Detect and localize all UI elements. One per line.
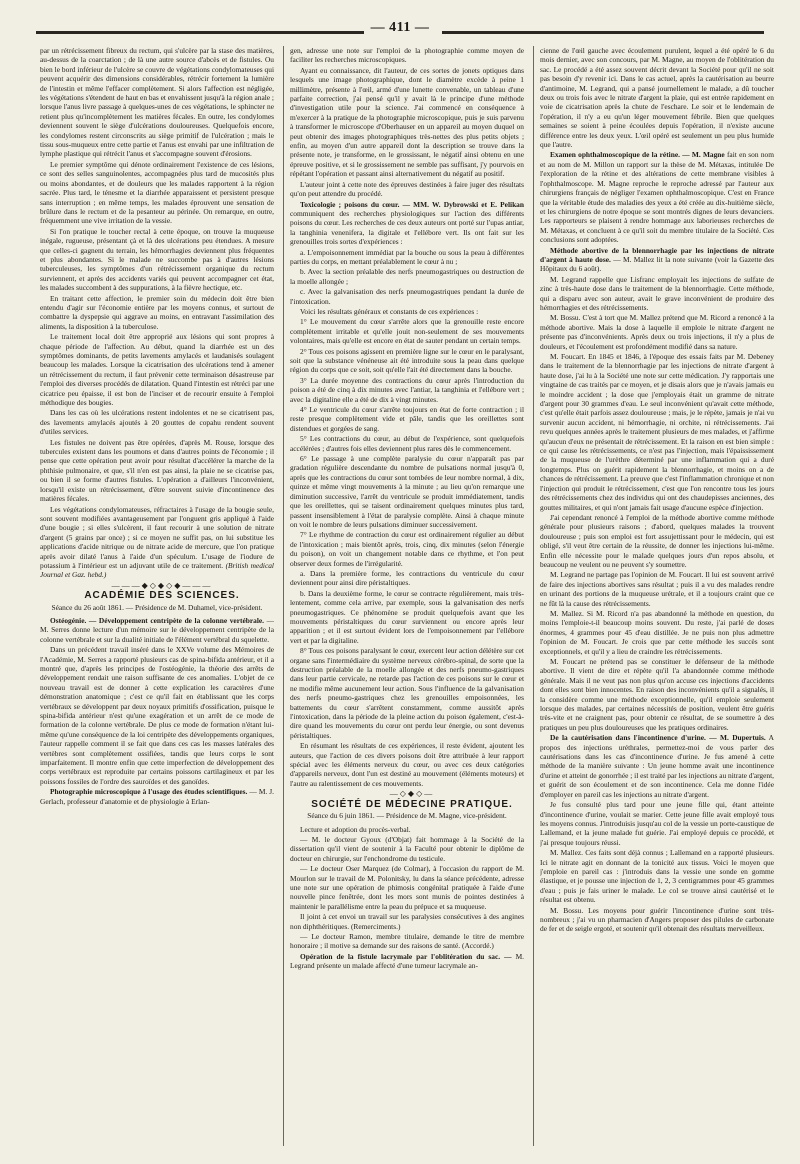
paragraph: 7° Le rhythme de contraction du cœur est ordinairement régulier au début de l'intoxication ; mais bientôt après, trois, cinq, dix minutes (selon l'énergie du poison), on voit un changement notable dans ce rhythme, et l'on peut observer deux formes de l'irrégularité. — [290, 530, 524, 568]
paragraph: M. Bossu. Les moyens pour guérir l'incontinence d'urine sont très-nombreux ; j'ai vu un pharmacien d'Angers proposer des pilules de carbonate de fer et de seigle ergoté, et soutenir qu'il obtenait des résultats merveilleux. — [540, 905, 774, 934]
paragraph: M. Mallez. Ces faits sont déjà connus ; Lallemand en a rapporté plusieurs. Ici le nitrate agit en donnant de la tonicité aux tissus. Voici le moyen que j'emploie en pareil cas : j'introduis dans la vessie une sonde en gomme élastique, et je pousse une injection de 1, 2, 3 centigrammes pour 45 grammes d'eau ; puis je fais uriner le malade. Le col se trouve ainsi cautérisé et le résultat est obtenu. — [540, 848, 774, 905]
paragraph: Ayant eu connaissance, dit l'auteur, de ces sortes de jonets optiques dans lesquels une image photographique, dont le diamètre excède à peine 1 millimètre, présente à l'œil, armé d'une lunette convenable, un tableau d'une parfaite correction, j'ai pensé qu'il y avait là le principe d'une méthode d'investigation utile pour la science. J'ai commencé en conséquence à m'exercer à la pratique de la photographie microscopique, puis je suis parvenu à transformer le microscope d'Oberhauser en un appareil au moyen duquel on peut obtenir des images photographiques très-nettes des plus petits objets ; enfin, au moyen d'un autre appareil dont la description se trouve dans la présente note, je transforme, en le grossissant, le négatif ainsi obtenu en une épreuve positive, et si le grossissement ne semble pas suffisant, j'y pourvois en répétant l'opération et passant ainsi alternativement du négatif au positif. — [290, 65, 524, 179]
paragraph: Lecture et adoption du procès-verbal. — [300, 824, 411, 834]
paragraph — [40, 787, 274, 806]
paragraph: Dans les cas où les ulcérations restent indolentes et ne se cicatrisent pas, des lavements amylacés ajoutés à 20 gouttes de copahu rendent souvent d'utiles services. — [40, 408, 274, 437]
paragraph: c. Avec la galvanisation des nerfs pneumogastriques pendant la durée de l'intoxication. — [290, 287, 524, 306]
paragraph: 8° Tous ces poisons paralysant le cœur, exercent leur action délétère sur cet organe sans l'intermédiaire du système nerveux cérébro-spinal, de sorte que la destruction préalable de la moelle allongée et des nerfs pneumo-gastriques dans leur partie cervicale, ne retarde pas l'action de ces poisons sur le cœur et ne modifie même aucunement leur action. Sous l'influence de la galvanisation des nerfs pneumo-gastriques chez les grenouilles empoisonnées, les battements du cœur s'arrêtent constamment, comme aussitôt après l'intoxication, dans la période de la pleine action du poison également, c'est-à-dire quand les mouvements du cœur ont perdu leur énergie, ou sont devenus péristaltiques. — [290, 646, 524, 740]
subsection-heading: Ostéogénie. — Développement centripète de la colonne vertébrale. — [50, 615, 264, 625]
paragraph: b. Avec la section préalable des nerfs pneumogastriques ou destruction de la moelle allongée ; — [290, 267, 524, 286]
paragraph: 4° Le ventricule du cœur s'arrête toujours en état de forte contraction ; il reste presque complètement vide et pâle, tandis que les oreillettes sont distendues et gorgées de sang. — [290, 405, 524, 433]
ornament: ———◆◇◆◇◆——— — [111, 580, 213, 590]
subsection-heading: Photographie microscopique à l'usage des études scientifiques. — [50, 787, 248, 797]
paragraph: Le traitement local doit être approprié aux lésions qui sont propres à chaque période de l'affection. Au début, quand la diarrhée est un des symptômes dominants, de petits lavements amylacés et laudanisés soulagent beaucoup les malades. Lorsque la cicatrisation des ulcérations tend à amener un rétrécissement du rectum, il faut prévenir cette terminaison désastreuse par l'emploi des diverses procédés de dilatation. Quand l'intestin est rétréci par une cicatrice peu épaisse, il est bon de l'inciser et de recourir ensuite à l'emploi méthodique des bougies. — [40, 332, 274, 408]
paragraph: — Le docteur Ramon, membre titulaire, demande le titre de membre honoraire ; il motive sa demande sur des raisons de santé. (Accordé.) — [290, 931, 524, 951]
subsection-heading: Examen ophthalmoscopique de la rétine. — M. Magne — [550, 150, 725, 160]
paragraph-text: communiquent des recherches physiologiques sur l'action des différents poisons du cœur. Les recherches de ces deux auteurs ont porté sur l'upas antiar, la tanghinia venenifera, la digitale et l'ellébore vert. Ils ont fait sur les grenouilles trois sortes d'expériences : — [290, 208, 524, 247]
subsection-heading: Méthode abortive de la blennorrhagie par les injections de nitrate d'argent à haute dose. — [540, 245, 774, 264]
paragraph: M. Legrand rappelle que Lisfranc employait les injections de sulfate de zinc à très-haute dose dans le traitement de la blennorrhagie. Cette méthode, qui a disparu avec son auteur, avait le grave inconvénient de produire des hémorrhagies et des rétrécissements. — [540, 274, 774, 312]
page-number: — 411 — — [370, 20, 430, 35]
paragraph: En traitant cette affection, le premier soin du médecin doit être bien entendu d'agir sur l'économie entière par les moyens connus, et surtout de combattre la dyspepsie qui aggrave au moins, en entravant l'assimilation des aliments, la disposition à la tuberculose. — [40, 293, 274, 331]
paragraph: Il joint à cet envoi un travail sur les paralysies consécutives à des angines non diphthéritiques. (Remerciments.) — [290, 912, 524, 931]
paragraph: L'auteur joint à cette note des épreuves destinées à faire juger des résultats qu'on peut attendre du procédé. — [290, 179, 524, 199]
paragraph — [40, 505, 274, 580]
paragraph: Si l'on pratique le toucher rectal à cette époque, on trouve la muqueuse inégale, rugueuse, présentant çà et là des ulcérations peu étendues. A mesure que celles-ci gagnent du terrain, les hémorrhagies deviennent plus fréquentes et plus abondantes. Si le malade ne succombe pas à d'autres lésions tuberculeuses, les symptômes d'un rétrécissement organique du rectum surviennent, et après des accidents variés qui peuvent accompagner cet état, les malades succombent à des suppurations, à la fièvre hectique, etc. — [40, 226, 274, 293]
paragraph: Dans un précédent travail inséré dans le XXVe volume des Mémoires de l'Académie, M. Serres a rapporté plusieurs cas de spina-bifida antérieur, et il a montré que, d'après les principes de l'ostéogénie, la théorie des arrêts de développement rendait une raison suffisante de ces anomalies. L'objet de ce nouveau travail est de donner à cette explication les caractères d'une démonstration anatomique ; c'est ce qu'il fait en établissant que les corps vertébraux se développent par deux noyaux primitifs d'ossification, puisque le spina-bifida antérieur n'est qu'une exagération et un arrêt de ce mode de formation de la colonne vertébrale. De plus ce mode de formation n'étant lui-même qu'une conséquence de la loi centripète des développements organiques, l'auteur rappelle comment il se fait que dans ces cas les masses latérales des vertèbres sont complètement ossifiées, tandis que leurs corps le sont imparfaitement. Il montre enfin que cette imperfection de développement des corps vertébraux est reproduite par certains poissons cartilagineux et par les poissons fossiles de l'ordre des sauroïdes et des ganoïdes. — [40, 645, 274, 786]
paragraph: 2° Tous ces poisons agissent en première ligne sur le cœur en le paralysant, soit que la substance vénéneuse ait été introduite sous la peau dans quelque région du corps que ce soit, soit qu'elle l'ait été directement dans la bouche. — [290, 346, 524, 375]
paragraph — [290, 952, 524, 971]
paragraph: 3° La durée moyenne des contractions du cœur après l'introduction du poison a été de cinq à dix minutes avec l'antiar, la tanghinia et l'ellébore vert ; avec la digitaline elle a été de dix à vingt minutes. — [290, 375, 524, 404]
paragraph: Voici les résultats généraux et constants de ces expériences : — [300, 306, 479, 316]
paragraph — [540, 150, 774, 244]
paragraph: M. Bossu. C'est à tort que M. Mallez prétend que M. Ricord a renoncé à la méthode abortive. Mais la dose à laquelle il emploie le nitrate d'argent ne présente pas d'inconvénients. Après deux ou trois injections, il n'y a plus de douleurs, et l'écoulement est profondément modifié dans sa nature. — [540, 313, 774, 351]
paragraph-text: M. Legrand présente un malade affecté d'une tumeur lacrymale an- — [290, 951, 524, 971]
paragraph — [40, 616, 274, 644]
paragraph: 5° Les contractions du cœur, au début de l'expérience, sont quelquefois accélérées ; d'autres fois elles deviennent plus rares dès le commencement. — [290, 434, 524, 453]
paragraph: Les fistules ne doivent pas être opérées, d'après M. Rouse, lorsque des tubercules existent dans les poumons et dans d'autres points de l'économie ; il pense que cette opération peut avoir pour résultat d'accélérer la marche de la phthisie pulmonaire, et que, s'il n'en est pas ainsi, la plaie ne se cicatrise pas, ou bien il se forme d'autres fistules. L'opération a d'ailleurs l'inconvénient, lorsqu'il existe un rétrécissement, d'être souvent suivie d'incontinence des matières fécales. — [40, 437, 274, 504]
paragraph: M. Mallez. Si M. Ricord n'a pas abandonné la méthode en question, du moins l'emploie-t-il beaucoup moins souvent. Du reste, j'ai parlé de doses énormes, 4 grammes pour 45 d'eau distillée. Je ne puis non plus admettre l'opinion de M. Foucart. Je crois que par cette méthode les succès sont exceptionnels, et qu'il y a lieu de craindre les rétrécissements. — [540, 608, 774, 656]
column-divider — [533, 46, 534, 1146]
paragraph-text: — M. Serres donne lecture d'un mémoire sur le développement centripète de la colonne vertébrale et sur la dualité initiale de l'élément vertébral du squelette. — [40, 615, 274, 644]
paragraph: par un rétrécissement fibreux du rectum, qui s'ulcère par la stase des matières, au-dessus de la coarctation ; de là une autre source d'abcès et de fistules. Ou bien le bord inférieur de l'ulcère se couvre de végétations condylomateuses qui peuvent acquérir des dimensions considérables, rétrécir fortement la lumière de l'intestin et même l'effacer complètement. Si alors l'affection est négligée, les végétations s'étendent de haut en bas et envahissent jusqu'à la région anale ; lorsque l'anus livre passage à quelques-unes de ces végétations, le sphincter ne retient plus qu'incomplètement les matières fécales. En outre, les condylomes deviennent souvent le siège d'ulcérations douloureuses. Quelquefois encore, les condylomes restent circonscrits au siège primitif de l'ulcération ; mais le tissu sous-muqueux entre cette partie et l'anus est envahi par une infiltration de lymphe plastique qui rétrécit l'anus et s'accompagne souvent d'érosions. — [40, 46, 274, 159]
header-rule-left — [36, 31, 364, 34]
paragraph: M. Foucart. En 1845 et 1846, à l'époque des essais faits par M. Debeney dans le traitement de la blennorrhagie par les injections de nitrate d'argent à haute dose, j'ai lu à la Société une note sur cette médication. J'y rapportais une vingtaine de cas traités par ce moyen, et je disais alors que je n'avais jamais eu le moindre accident ; la dose que j'employais était un gramme de nitrate d'argent pour 30 grammes d'eau. Le seul inconvénient qu'avait cette méthode, c'est qu'elle était parfois assez douloureuse ; mais, je le répète, jamais je n'ai vu survenir aucun accident, ni hémorrhagie, ni orchite, ni rétrécissements. J'ai revu quelques années après le traitement plusieurs de mes malades, et j'affirme qu'aucun d'eux ne présentait de rétrécissement. Et la raison en est bien simple : ce qui cause les rétrécissements, ce n'est pas l'injection, mais l'épaississement de la muqueuse de l'urèthre déterminé par une inflammation qui a duré longtemps. Plus on guérit rapidement la blennorrhagie, et moins on a de chances de rétrécissement. La preuve que c'est l'inflammation chronique et non l'injection qui produit le rétrécissement, c'est que l'on rencontre tous les jours des rétrécissements chez des individus qui ont des chaudepisses anciennes, des gouttes militaires, et qui n'ont jamais fait usage d'aucune espèce d'injection. — [540, 352, 774, 512]
column-divider — [283, 46, 284, 1146]
paragraph: M. Foucart ne prétend pas se constituer le défenseur de la méthode abortive. Il vient de dire et répète qu'il l'a abandonnée comme méthode générale. Mais il ne veut pas non plus qu'on accuse ces injections d'accidents dont elles sont bien innocentes. En raison des inconvénients qu'il a signalés, il la considère comme une méthode exceptionnelle, qu'il emploie seulement lorsque des malades, par certaines nécessités de position, veulent être guéris très-vite et ne craignent pas, pour obtenir ce résultat, de se soumettre à des pratiques un peu plus douloureuses que les pratiques ordinaires. — [540, 657, 774, 732]
paragraph: gen, adresse une note sur l'emploi de la photographie comme moyen de faciliter les recherches microscopiques. — [290, 46, 524, 65]
session-line: Séance du 26 août 1861. — Présidence de M. Duhamel, vice-président. — [51, 602, 263, 612]
page-body — [40, 46, 774, 1152]
paragraph: Je fus consulté plus tard pour une jeune fille qui, étant atteinte d'incontinence d'urine, voulait se marier. Cette jeune fille avait employé tous les moyens connus. J'introduisis jusqu'au col de la vessie un porte-caustique de Lallemand, et la jeune malade fut guérie. J'ai employé depuis ce procédé, et j'ai presque toujours réussi. — [540, 800, 774, 847]
paragraph-text: A propos des injections uréthrales, permettez-moi de vous parler des cautérisations dans les cas d'incontinence d'urine. Je fus amené à cette méthode de la manière suivante : Un jeune homme avait une incontinence d'urine et atteint de gonorrhée ; il est traité par les injections au nitrate d'argent, et guérit de son écoulement et de son incontinence. Cela me donne l'idée d'employer en pareil cas les injections au nitrate d'argent. — [540, 733, 774, 799]
section-title: SOCIÉTÉ DE MÉDECINE PRATIQUE. — [311, 798, 513, 810]
header-rule-right — [442, 31, 764, 34]
citation: (British medical Journal et Gaz. hebd.) — [40, 560, 274, 580]
ornament: —◇◆◇— — [389, 789, 435, 799]
paragraph: b. Dans la deuxième forme, le cœur se contracte régulièrement, mais très-lentement, comme cela arrive, par exemple, sous la galvanisation des nerfs pneumogastriques. Ce phénomène se produit quelquefois avant que les mouvements péristaltiques du cœur surviennent ou encore après leur apparition ; et il est surtout évident lors de l'empoisonnement par l'ellébore vert et par la digitaline. — [290, 588, 524, 645]
column-2 — [290, 46, 524, 1152]
subsection-heading: Toxicologie ; poisons du cœur. — MM. W. Dybrowski et E. Pelikan — [300, 199, 524, 209]
paragraph-text: Les végétations condylomateuses, réfractaires à l'usage de la bougie seule, sont souvent modifiées avantageusement par l'onguent gris appliqué à l'aide d'une bougie ; si elles s'ulcèrent, il faut recourir à une solution de nitrate d'argent (5 grains par once) ; si ce moyen ne suffit pas, on lui substitue les applications d'acide nitrique ou de nitrate acide de mercure, que l'on pratique après avoir dilaté l'anus à l'aide d'un spéculum. L'usage de l'iodure de potassium à l'intérieur est un adjuvant utile de ce traitement. — [40, 504, 274, 570]
paragraph — [540, 733, 774, 799]
paragraph: 6° Le passage à une complète paralysie du cœur n'apparaît pas par gradation régulière descendante du nombre de pulsations normal jusqu'à 0, après que les contractions du cœur sont tombées de leur nombre normal, à dix, quinze et même vingt mouvements à la minute ; au lieu qu'on remarque une diminution successive, l'arrêt du ventricule se produit immédiatement, tandis que les oreillettes, qui se taisent ordinairement quelques minutes plus tard, passent insensiblement à l'état de paralysie complète. Ainsi à chaque minute on voit le nombre de leurs pulsations diminuer successivement. — [290, 454, 524, 529]
paragraph: En résumant les résultats de ces expériences, il reste évident, ajoutent les auteurs, que l'action de ces divers poisons doit être attribuée à leur rapport spécial avec les éléments nerveux du cœur, ou avec ces deux catégories d'appareils nerveux, dont l'un est destiné au mouvement (éléments moteurs) et l'autre au ralentissement de ces mouvements. — [290, 741, 524, 788]
paragraph: a. Dans la première forme, les contractions du ventricule du cœur deviennent pour ainsi dire péristaltiques. — [290, 568, 524, 588]
paragraph: M. Legrand ne partage pas l'opinion de M. Foucart. Il lui est souvent arrivé de faire des injections abortives sans résultat ; puis il a vu des malades rendre en urinant des portions de la muqueuse urétrale, et il a toujours craint que ce ne fût là la cause des rétrécissements. — [540, 570, 774, 608]
paragraph: 1° Le mouvement du cœur s'arrête alors que la grenouille reste encore complètement irritable et qu'elle jouit non-seulement de ses mouvements volontaires, mais qu'elle est encore en état de sauter pendant un certain temps. — [290, 317, 524, 346]
paragraph-text: — M. Mallez lit la note suivante (voir la Gazette des Hôpitaux du 6 août). — [540, 254, 774, 274]
section-title: ACADÉMIE DES SCIENCES. — [84, 590, 240, 602]
session-line: Séance du 6 juin 1861. — Présidence de M. Magne, vice-président. — [307, 811, 507, 821]
paragraph-text: — M. J. Gerlach, professeur d'anatomie et de physiologie à Erlan- — [40, 787, 274, 806]
page-header — [36, 20, 764, 38]
paragraph: cienne de l'œil gauche avec écoulement purulent, lequel a été opéré le 6 du mois dernier, avec son concours, par M. Magne, au moyen de l'oblitération du sac. Le procédé a été assez souvent décrit devant la Société pour qu'il ne soit pas besoin d'y revenir ici. Dans le cas actuel, après la cautérisation au beurre d'antimoine, M. Legrand, qui a pansé journellement le malade, a dû toucher deux ou trois fois avec le nitrate d'argent la plaie, qui est entrée rapidement en voie de cicatrisation après la chute de l'eschare. Le soir et le lendemain de l'opération, il n'y a eu qu'un léger mouvement fébrile. Bien que quelques semaines se soient à peine écoulées depuis l'opération, il n'existe aucune différence entre les deux yeux. L'œil opéré est seulement un peu plus humide que l'autre. — [540, 46, 774, 150]
paragraph — [290, 200, 524, 247]
subsection-heading: Opération de la fistule lacrymale par l'oblitération du sac. — — [300, 951, 512, 961]
column-3 — [540, 46, 774, 1152]
paragraph-text: fait en son nom et au nom de M. Millon un rapport sur la thèse de M. Métaxas, intitulée De l'exploration de la rétine et des altérations de cette membrane visibles à l'ophthalmoscope. M. Magne reproche le reproche adressé par l'auteur aux chirurgiens français de négliger l'examen ophthalmoscopique. C'est en France que la véritable étude des maladies des yeux a été créée au dix-huitième siècle, et les chirurgiens de notre époque se sont montrés dignes de leurs devanciers. Les rapporteurs se plaisent à rendre hommage aux laborieuses recherches de M. Métaxas, et concluent à ce qu'il soit du membre titulaire de la Société. Ces conclusions sont adoptées. — [540, 150, 774, 245]
paragraph: Le premier symptôme qui dénote ordinairement l'existence de ces lésions, ce sont des selles sanguinolentes, accompagnées plus tard de mucosités plus ou moins abondantes, et de douleurs que les malades rapportent à la région sacrée. Plus tard, le ténesme et la diarrhée apparaissent et persistent presque sans interruption ; en même temps, les malades éprouvent une sensation de brûlure dans le rectum et de la pesanteur au périnée. On remarque, en outre, fréquemment une vive irritation de la vessie. — [40, 159, 274, 226]
paragraph: J'ai cependant renoncé à l'emploi de la méthode abortive comme méthode générale pour plusieurs raisons ; d'abord, quelques malades la trouvent douloureuse ; puis son emploi est fort assujettissant pour le médecin, qui est obligé, s'il veut être certain de la réussite, de donner les injections lui-même. Enfin elle nécessite pour le malade quelques jours d'un repos absolu, et beaucoup ne veulent ou ne peuvent s'y soumettre. — [540, 512, 774, 569]
paragraph: a. L'empoisonnement immédiat par la bouche ou sous la peau à différentes parties du corps, en mettant préalablement le cœur à nu ; — [290, 247, 524, 266]
paragraph: — Le docteur Oser Marquez (de Colmar), à l'occasion du rapport de M. Mourlon sur le travail de M. Polonitsky, lu dans la séance précédente, adresse une note sur une opération de phimosis congénital pratiquée à l'aide d'une nouvelle pince fenêtrée, dont les mors sont munis de pointes destinées à maintenir le parallélisme entre la peau du prépuce et sa muqueuse. — [290, 864, 524, 911]
subsection-heading: De la cautérisation dans l'incontinence d'urine. — M. Dupertuis. — [550, 733, 766, 743]
paragraph: — M. le docteur Gyoux (d'Objat) fait hommage à la Société de la dissertation qu'il vient de soutenir à la Faculté pour obtenir le diplôme de docteur en chirurgie, sur l'enchondrome du testicule. — [290, 834, 524, 863]
column-1 — [40, 46, 274, 1152]
paragraph — [540, 246, 774, 274]
